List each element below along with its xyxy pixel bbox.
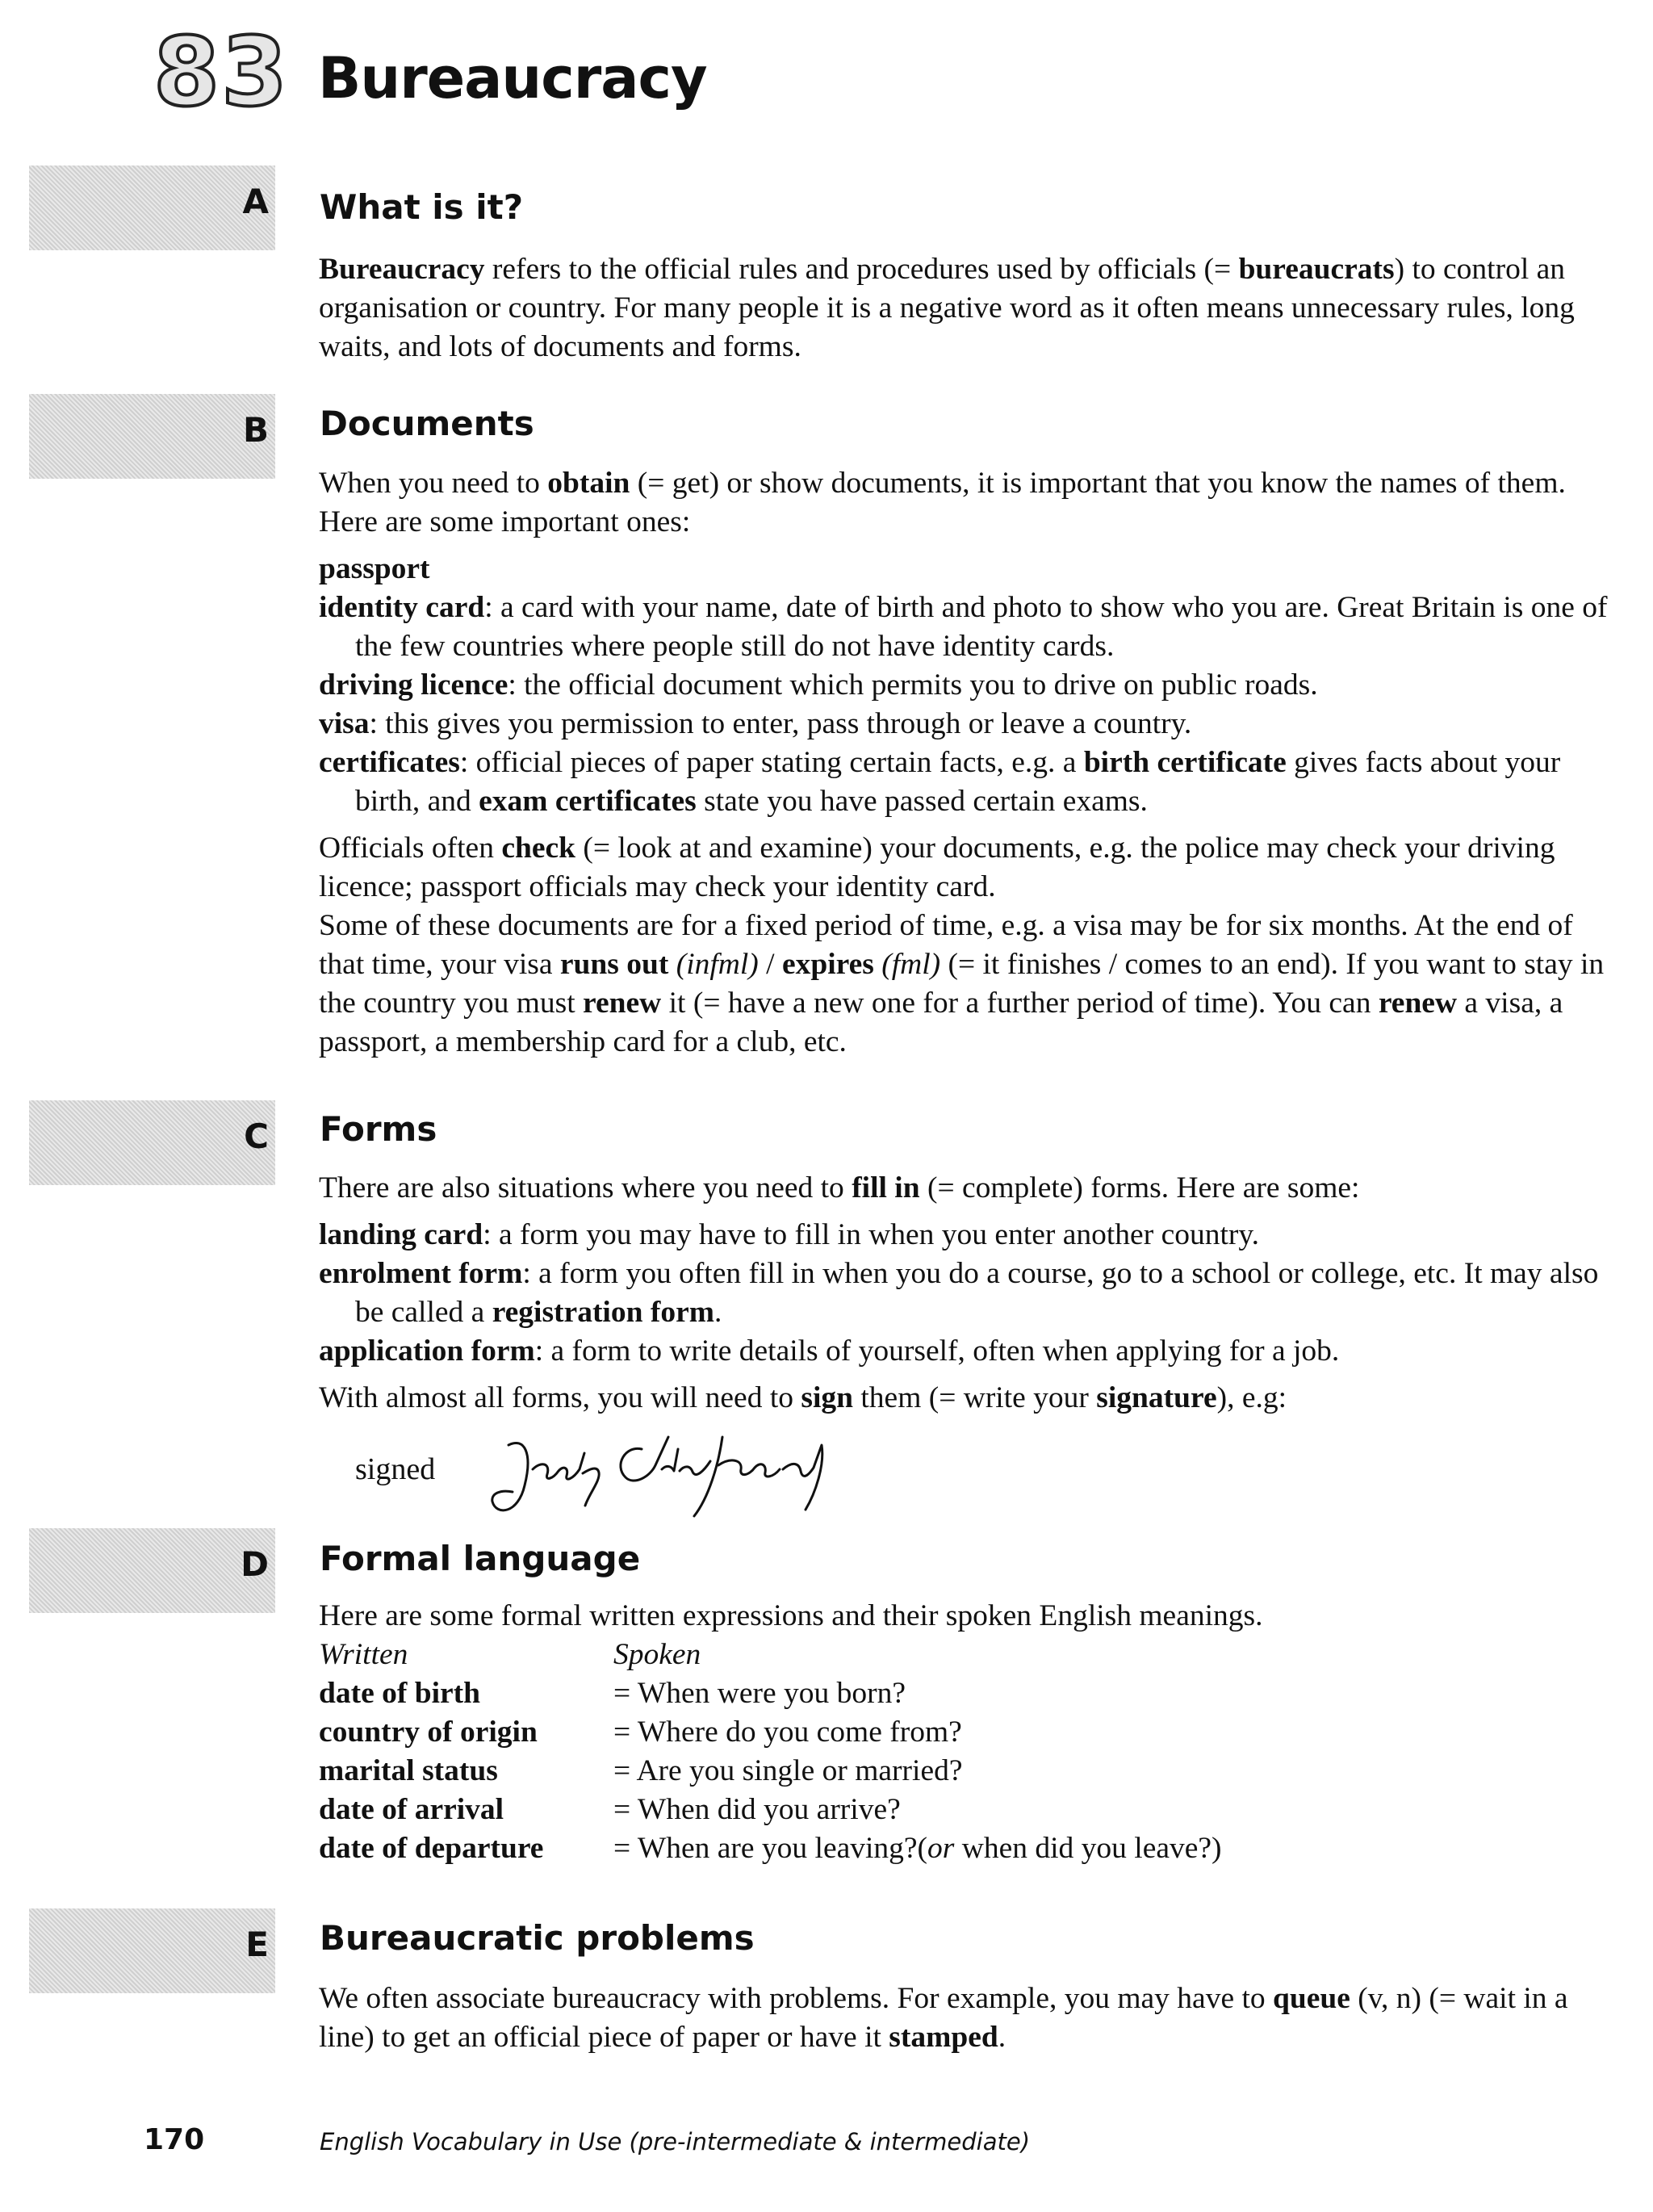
term: sign [801,1381,853,1414]
signed-label: signed [355,1452,436,1486]
text [874,948,881,981]
section-body-d [319,1597,1610,1868]
text: Some of these documents are for a fixed period of time, e.g. a visa may be for six months. At the end of that time, your visa [319,909,1573,981]
text: . [998,2021,1006,2054]
text: or [927,1832,955,1865]
text: : a form you may have to fill in when you enter another country. [483,1218,1260,1251]
section-heading-b: Documents [320,404,534,443]
term: exam certificates [479,785,697,818]
list-item [319,550,1610,589]
section-heading-a: What is it? [320,187,524,227]
text: date of birth [319,1677,480,1710]
text: marital status [319,1754,498,1787]
term: visa [319,707,370,740]
term: driving licence [319,668,508,702]
section-letter: C [244,1116,269,1156]
table-cell [319,1829,613,1868]
term: stamped [889,2021,998,2054]
text: (= look at and examine) your documents, e.g. the police may check your driving licence; passport officials may check your identity card. [319,832,1555,903]
section-body-e [319,1979,1610,2057]
column-header-spoken [613,1636,1222,1674]
text: We often associate bureaucracy with problems. For example, you may have to [319,1982,1274,2015]
text: date of departure [319,1832,544,1865]
register-label: (fml) [881,948,941,981]
list-item [319,666,1610,705]
page-title: Bureaucracy [318,45,707,111]
text: (= it finishes / comes to an end). If you want to stay in the country you must [319,948,1605,1020]
term: Bureaucracy [319,253,485,286]
list-item [319,744,1610,821]
table-cell [319,1674,613,1713]
section-letter: B [242,410,269,450]
term: bureaucrats [1238,253,1395,286]
text: (= get) or show documents, it is important that you know the names of them. Here are some important ones: [319,467,1566,538]
table-row [319,1674,1222,1713]
term: identity card [319,591,485,624]
text: : a form you often fill in when you do a course, go to a school or college, etc. It may also be called a [355,1257,1599,1329]
section-tab-a [29,165,275,250]
paragraph [319,1169,1610,1208]
paragraph [319,829,1610,907]
table-cell [319,1713,613,1752]
book-title: English Vocabulary in Use (pre-intermediate & intermediate) [320,2128,1031,2155]
section-tab-c [29,1100,275,1185]
unit-number: 83 [153,16,290,128]
table-cell [613,1829,1222,1868]
term: registration form [492,1296,714,1329]
list-item [319,1332,1610,1371]
term: enrolment form [319,1257,523,1290]
text: ) to control an organisation or country. For many people it is a negative word as it often means unnecessary rules, long waits, and lots of documents and forms. [319,253,1575,363]
text: . [714,1296,722,1329]
text: : official pieces of paper stating certain facts, e.g. a [459,746,1084,779]
formal-language-table [319,1636,1222,1868]
section-letter: E [245,1925,269,1964]
text: refers to the official rules and procedures used by officials (= [484,253,1239,286]
section-tab-d [29,1528,275,1613]
text [668,948,676,981]
text: a visa, a passport, a membership card for a club, etc. [319,987,1563,1058]
section-letter: A [242,182,269,221]
term: certificates [319,746,460,779]
table-row [319,1829,1222,1868]
term: passport [319,552,430,585]
text: them (= write your [853,1381,1097,1414]
table-cell: = When were you born? [613,1677,906,1710]
paragraph [319,464,1610,542]
register-label: (infml) [676,948,759,981]
section-body-b [319,464,1610,1062]
section-tab-e [29,1908,275,1993]
table-row [319,1791,1222,1829]
paragraph [319,907,1610,1062]
text: it (= have a new one for a further period of time). You can [661,987,1379,1020]
term: application form [319,1334,535,1368]
text: : a card with your name, date of birth and photo to show who you are. Great Britain is one of the few countries where people still do not have identity cards. [355,591,1608,663]
section-heading-c: Forms [320,1109,437,1149]
list-item [319,1255,1610,1332]
text: When you need to [319,467,548,500]
text: There are also situations where you need to [319,1171,852,1204]
term: obtain [547,467,630,500]
term: runs out [559,948,669,981]
column-header-written [319,1636,613,1674]
term: renew [583,987,662,1020]
section-body-c [319,1169,1610,1418]
text: ), e.g: [1216,1381,1287,1414]
text: : the official document which permits you to drive on public roads. [508,668,1318,702]
text: Spoken [613,1638,701,1671]
section-heading-e: Bureaucratic problems [320,1918,755,1958]
list-item [319,1216,1610,1255]
term: expires [781,948,874,981]
term: renew [1378,987,1458,1020]
term: queue [1273,1982,1350,2015]
table-cell: = Where do you come from? [613,1716,962,1749]
text: when did you leave?) [954,1832,1222,1865]
paragraph: Here are some formal written expressions and their spoken English meanings. [319,1599,1263,1632]
text: date of arrival [319,1793,504,1826]
text: gives facts about your birth, and [355,746,1561,818]
table-cell [319,1752,613,1791]
term: birth certificate [1083,746,1287,779]
table-header-row [319,1636,1222,1674]
text: Written [319,1638,408,1671]
paragraph [319,1379,1610,1418]
paragraph [319,1979,1610,2057]
text: (v, n) (= wait in a line) to get an official piece of paper or have it [319,1982,1568,2054]
section-letter: D [241,1544,269,1584]
list-item [319,705,1610,744]
paragraph [319,250,1610,367]
text: Officials often [319,832,502,865]
term: signature [1096,1381,1217,1414]
text: (= complete) forms. Here are some: [919,1171,1360,1204]
text: : this gives you permission to enter, pass through or leave a country. [369,707,1192,740]
table-row [319,1752,1222,1791]
term: fill in [852,1171,920,1204]
section-tab-b [29,394,275,479]
table-cell: = Are you single or married? [613,1754,963,1787]
section-heading-d: Formal language [320,1539,641,1578]
list-item [319,589,1610,666]
table-cell: = When did you arrive? [613,1793,901,1826]
page-number: 170 [144,2123,205,2156]
term: landing card [319,1218,483,1251]
table-cell [319,1791,613,1829]
text: state you have passed certain exams. [696,785,1148,818]
handwritten-signature [476,1421,928,1526]
text: With almost all forms, you will need to [319,1381,801,1414]
section-body-a [319,250,1610,367]
term: check [501,832,575,865]
text: = When are you leaving?( [613,1832,928,1865]
text: country of origin [319,1716,538,1749]
text: / [758,948,782,981]
text: : a form to write details of yourself, often when applying for a job. [534,1334,1340,1368]
table-row [319,1713,1222,1752]
